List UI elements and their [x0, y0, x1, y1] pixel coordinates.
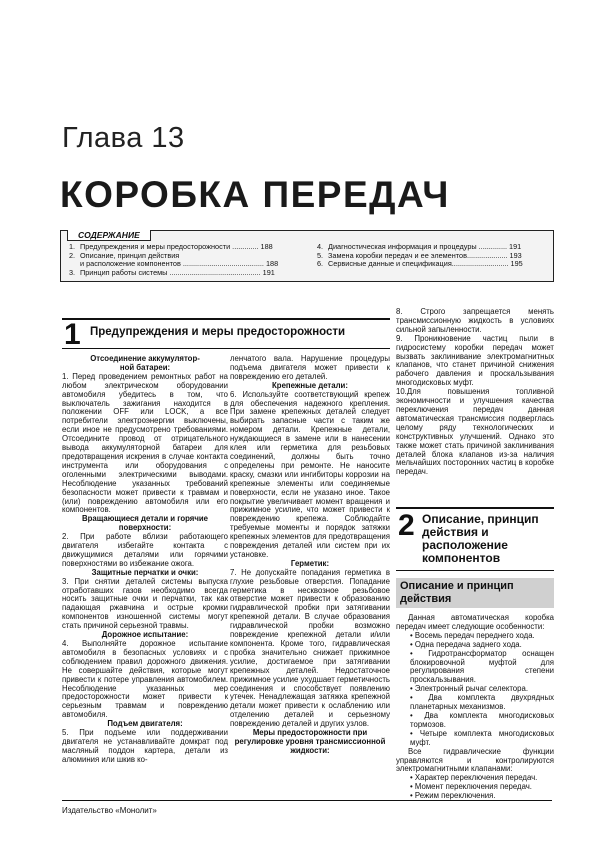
column-1 — [62, 355, 228, 765]
toc-right-column — [317, 243, 549, 269]
list-item: • Электронный рычаг селектора. — [410, 685, 554, 694]
toc-item-title: и расположение компонентов ........................................ 188 — [80, 260, 279, 269]
subheading: Отсоединение аккумулятор- — [90, 354, 200, 363]
toc-item-number: 2. — [69, 250, 76, 260]
list-item: • Момент переключения передач. — [410, 783, 554, 792]
subheading: Герметик: — [290, 558, 330, 568]
column-2 — [230, 355, 390, 756]
table-of-contents — [60, 230, 554, 282]
paragraph: 4. Выполняйте дорожное испытание автомобиля в безопасных условиях и с соблюдением правил дорожного движения. Не совершайте действия, которые могут привести к потере управления автомобилем. Несоблюдение указанных мер предосторожности может привести к серьезным травмам и повреждению автомобиля. — [62, 639, 228, 720]
toc-item-number: 6. — [317, 259, 324, 269]
toc-item — [317, 243, 549, 252]
toc-header: СОДЕРЖАНИЕ — [67, 230, 151, 241]
paragraph: Данная автоматическая коробка передач имеет следующие особенности: — [396, 613, 554, 631]
toc-item-number: 3. — [69, 268, 76, 278]
feature-list — [396, 632, 554, 748]
section-1-title: Предупреждения и меры предосторожности — [90, 326, 346, 338]
list-item: • Четыре комплекта многодисковых муфт. — [410, 730, 554, 748]
toc-item-title: Принцип работы системы ............................................. 191 — [80, 269, 275, 278]
subheading: Вращающиеся детали и горячие поверхности: — [81, 514, 209, 533]
paragraph: 6. Используйте соответствующий крепеж для обеспечения надежного крепления. При замене крепежных деталей следует выбирать запасные части с таким же номером детали. Крепежные детали, нуждающиеся в замене или в нанесении клея или герметика для резьбовых соединений, должны быть точно определены при ремонте. Не наносите краску, смазки или ингибиторы коррозии на крепежные элементы или соединяемые поверхности, если не указано иное. Такое покрытие увеличивает момент вращения и прижимное усилие, что может привести к повреждению крепежа. Соблюдайте требуемые моменты и порядок затяжки крепежных элементов для предотвращения повреждения деталей или систем при их установке. — [230, 389, 390, 559]
subheading: Дорожное испытание: — [101, 630, 189, 640]
subheading: Крепежные детали: — [272, 380, 348, 390]
list-item: • Одна передача заднего хода. — [410, 641, 554, 650]
paragraph: 1. Перед проведением ремонтных работ на любом электрическом оборудовании автомобиля убедитесь в том, что выключатель зажигания находится в положении OFF или LOCK, а все потребители электроэнергии выключены, если иное не предусмотрено требованиями. Отсоедините провод от отрицательного вывода аккумуляторной батареи для предотвращения искрения в случае контакта инструмента или оборудования с оголенными электрическими выводами. Несоблюдение указанных требований безопасности может привести к травмам и (или) повреждению автомобиля или его компонентов. — [62, 371, 228, 515]
list-item: • Гидротрансформатор оснащен блокировочной муфтой для регулирования степени проскальзывания. — [410, 650, 554, 686]
subheading: Меры предосторожности при регулировке уровня трансмиссионной жидкости: — [234, 728, 386, 755]
subsection-title: Описание и принцип действия — [400, 580, 514, 605]
publisher-footer: Издательство «Монолит» — [62, 806, 157, 815]
footer-rule — [62, 800, 552, 801]
chapter-number: Глава 13 — [62, 122, 185, 154]
toc-item-title: Сервисные данные и спецификация............................ 195 — [328, 260, 523, 269]
toc-left-column — [69, 243, 305, 278]
toc-item-number: 5. — [317, 250, 324, 260]
list-item: • Характер переключения передач. — [410, 774, 554, 783]
section-1-number: 1 — [64, 318, 81, 351]
toc-item — [69, 252, 305, 261]
paragraph: 8. Строго запрещается менять трансмиссионную жидкость в условиях сильной запыленности. — [396, 307, 554, 334]
list-item: • Два комплекта многодисковых тормозов. — [410, 712, 554, 730]
toc-item — [69, 269, 305, 278]
paragraph: 9. Проникновение частиц пыли в гидросистему коробки передач может вызвать заклинивание электромагнитных клапанов, что станет причиной снижения рабочего давления и проскальзывания многодисковых муфт. — [396, 333, 554, 388]
paragraph: 3. При снятии деталей системы выпуска отработавших газов необходимо всегда носить защитные очки и перчатки, так как падающая ржавчина и острые кромки компонентов изношенной системы могут стать причиной серьезной травмы. — [62, 576, 228, 631]
column-3-bottom — [396, 614, 554, 801]
paragraph: Все гидравлические функции управляются и контролируются электромагнитными клапанами: — [396, 746, 554, 774]
toc-item-title: Диагностическая информация и процедуры .............. 191 — [328, 243, 522, 251]
toc-item-title: Замена коробки передач и ее элементов.................... 193 — [328, 251, 522, 260]
section-2-number: 2 — [398, 509, 415, 542]
toc-item-title: Предупреждения и меры предосторожности ............. 188 — [80, 243, 273, 251]
paragraph: 10.Для повышения топливной экономичности и улучшения качества переключения передач данная автоматическая трансмиссия подверглась целому ряду технологических и конструктивных улучшений. Однако это также может стать причиной заклинивания деталей блока клапанов из-за наличия мельчайших посторонних частиц в коробке передач. — [396, 387, 554, 477]
toc-item — [69, 243, 305, 252]
subheading: Защитные перчатки и очки: — [91, 567, 199, 577]
toc-item — [317, 260, 549, 269]
toc-item-number: 1. — [69, 242, 76, 251]
paragraph: 5. При подъеме или поддерживании двигателя не устанавливайте домкрат под масляный поддон картера, детали из алюминия или шкив ко- — [62, 728, 228, 764]
paragraph: 7. Не допускайте попадания герметика в глухие резьбовые отверстия. Попадание герметика в несквозное резьбовое отверстие может привести к образованию гидравлической пробки при затягивании крепежной детали. В случае образования гидравлической пробки возможно повреждение крепежной детали и/или компонента. Кроме того, гидравлическая пробка значительно снижает прижимное усилие, достигаемое при затягивании крепежных деталей. Недостаточное прижимное усилие ухудшает герметичность соединения и способствует появлению утечек. Ненадлежащая затяжка крепежной детали может привести к ослаблению или отделению деталей и серьезному повреждению деталей и других узлов. — [230, 567, 390, 729]
section-2-header — [396, 507, 554, 571]
paragraph: 2. При работе вблизи работающего двигателя избегайте контакта с движущимися деталями или горячими поверхностями во избежание ожога. — [62, 532, 228, 568]
column-3-top — [396, 308, 554, 477]
toc-item-title: Описание, принцип действия — [80, 251, 180, 260]
subheading: Подъем двигателя: — [107, 719, 183, 729]
list-item: • Два комплекта двухрядных планетарных механизмов. — [410, 694, 554, 712]
chapter-title: КОРОБКА ПЕРЕДАЧ — [60, 174, 450, 215]
subheading: ной батареи: — [119, 362, 171, 372]
paragraph: ленчатого вала. Нарушение процедуры подъема двигателя может привести к повреждению его деталей. — [230, 354, 390, 381]
toc-item — [317, 252, 549, 261]
subsection-header — [396, 578, 554, 608]
toc-item-number: 4. — [317, 242, 324, 251]
list-item: • Режим переключения. — [410, 792, 554, 801]
section-1-header — [62, 318, 390, 349]
toc-item — [69, 260, 305, 269]
function-list — [396, 774, 554, 801]
section-2-title: Описание, принцип действия и расположение компонентов — [422, 512, 539, 565]
list-item: • Восемь передач переднего хода. — [410, 632, 554, 641]
